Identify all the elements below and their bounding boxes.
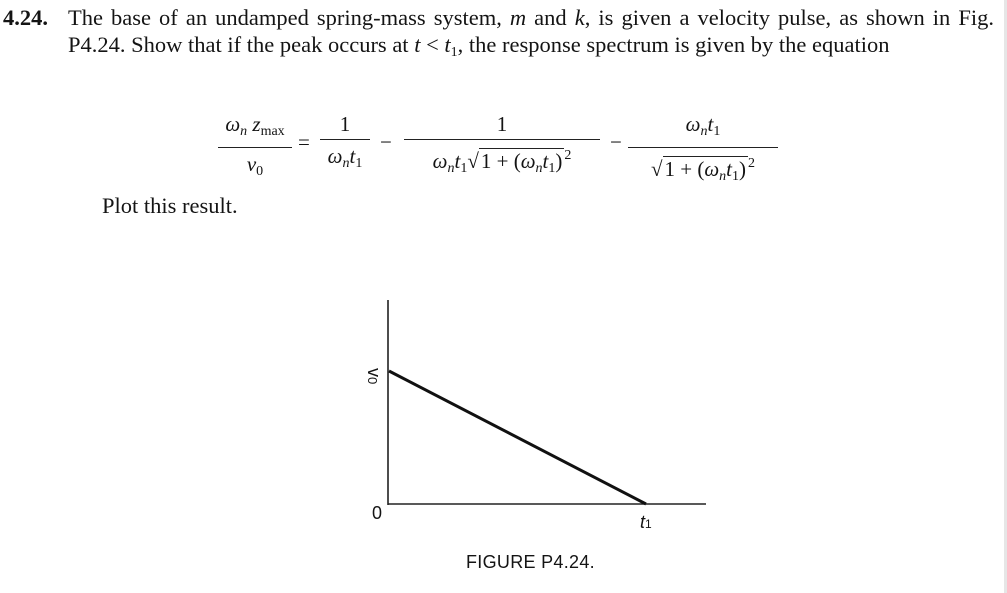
y-axis-label: v0 xyxy=(364,368,384,385)
minus-sign-1: − xyxy=(380,130,392,154)
term-2: 1 $\omega_nt_1√1 + (\omega_nt_1)$ $^2$ xyxy=(404,112,600,181)
pulse-line xyxy=(389,371,646,504)
problem-text: The base of an undamped spring-mass system, m and k, is given a velocity pulse, as shown in Fig. P4.24. Show that if the peak occurs at $t < t_1$, the response spectrum is given by the equation xyxy=(68,5,994,60)
term-3: $\omega_nt_1$ $√1 + (\omega_nt_1)$ $^2$ xyxy=(628,112,778,189)
problem-number: 4.24. xyxy=(3,5,48,30)
x-axis-label: t1 xyxy=(640,512,652,532)
minus-sign-2: − xyxy=(610,130,622,154)
lhs-fraction: $\omega_n$ $z_{max}$ $v_0$ xyxy=(218,112,292,184)
equals-sign: = xyxy=(298,130,310,154)
figure-caption: FIGURE P4.24. xyxy=(466,552,595,572)
response-spectrum-equation xyxy=(0,112,1007,192)
origin-label: 0 xyxy=(372,503,383,523)
term-1: 1 $\omega_nt_1$ xyxy=(320,112,370,176)
plot-instruction: Plot this result. xyxy=(102,193,238,218)
